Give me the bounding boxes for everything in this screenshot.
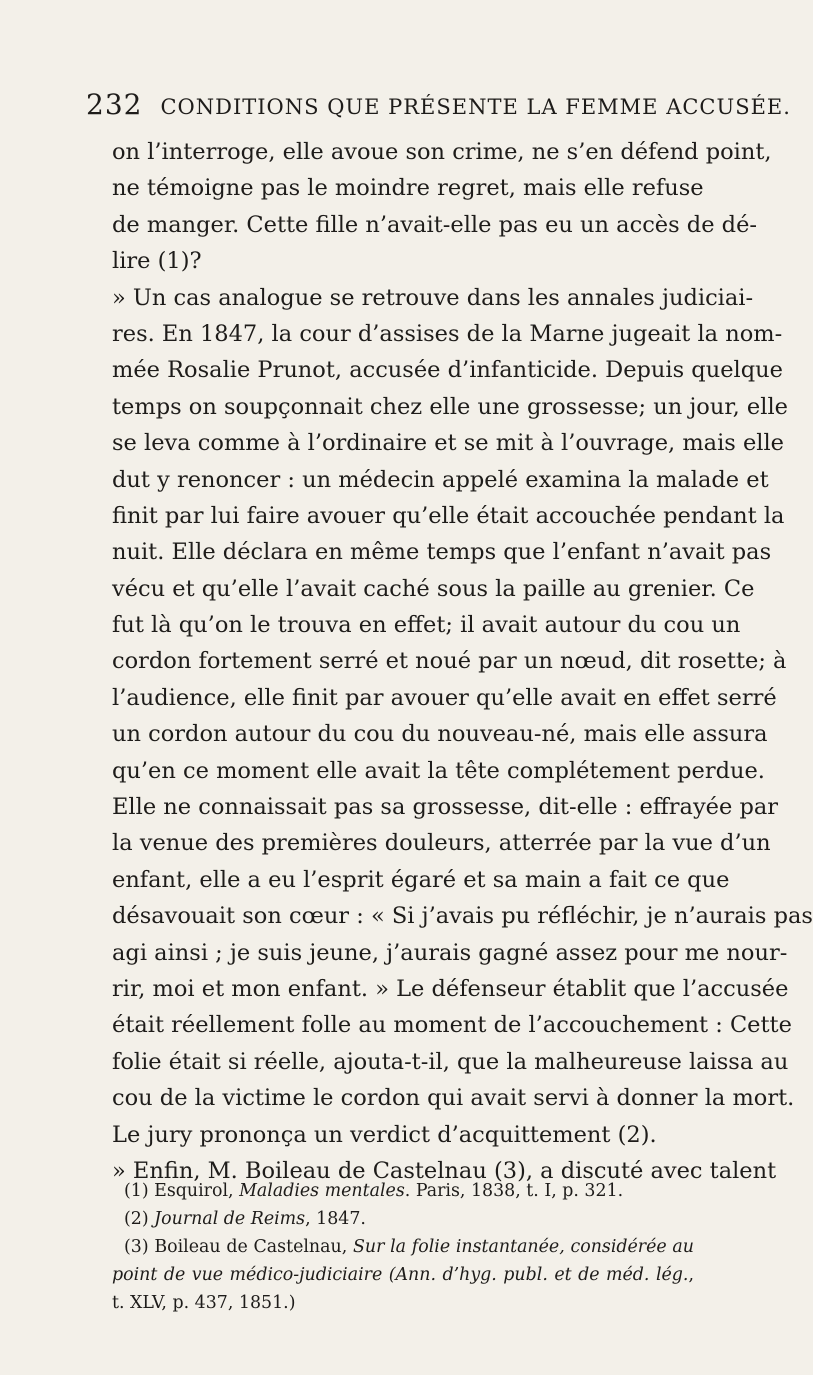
text-line: fut là qu’on le trouva en effet; il avait autour du cou un [112,612,741,639]
text-line: on l’interroge, elle avoue son crime, ne s’en défend point, [112,139,772,165]
body-text [112,134,813,1189]
text-line: cou de la victime le cordon qui avait servi à donner la mort. [112,1085,795,1112]
text-line: cordon fortement serré et noué par un nœud, dit rosette; à [112,648,787,675]
footnote-number: (2) [124,1209,149,1229]
footnote-title: Maladies mentales [239,1181,405,1201]
text-line: un cordon autour du cou du nouveau-né, mais elle assura [112,721,768,748]
text-line: Elle ne connaissait pas sa grossesse, dit-elle : effrayée par [112,794,779,821]
text-line: enfant, elle a eu l’esprit égaré et sa main a fait ce que [112,866,730,893]
footnote-number: (1) [124,1181,149,1201]
footnote-number: (3) [124,1237,149,1257]
text-line: agi ainsi ; je suis jeune, j’aurais gagné assez pour me nour- [112,939,788,966]
text-line: mée Rosalie Prunot, accusée d’infanticide. Depuis quelque [112,357,783,384]
text-line: se leva comme à l’ordinaire et se mit à l’ouvrage, mais elle [112,430,785,457]
text-line: ne témoigne pas le moindre regret, mais elle refuse [112,175,704,202]
text-line: la venue des premières douleurs, atterrée par la vue d’un [112,830,771,857]
text-line: folie était si réelle, ajouta-t-il, que la malheureuse laissa au [112,1048,789,1075]
text-line: qu’en ce moment elle avait la tête complétement perdue. [112,757,765,784]
text-line: » Enfin, M. Boileau de Castelnau (3), a discuté avec talent [112,1157,777,1184]
footnote: (1) Esquirol, Maladies mentales. Paris, 1838, t. I, p. 321. [124,1181,624,1201]
footnote: (3) Boileau de Castelnau, Sur la folie instantanée, considérée au point de vue médico-judiciaire (Ann. d’hyg. publ. et de méd. lég., t. XLV, p. 437, 1851.) [112,1237,694,1313]
text-line: était réellement folle au moment de l’accouchement : Cette [112,1012,792,1039]
text-line: nuit. Elle déclara en même temps que l’enfant n’avait pas [112,539,772,566]
text-line: lire (1)? [112,248,202,275]
text-line: res. En 1847, la cour d’assises de la Marne jugeait la nom- [112,320,783,347]
footnote: (2) Journal de Reims, 1847. [124,1209,366,1229]
text-line: l’audience, elle finit par avouer qu’elle avait en effet serré [112,684,777,711]
running-title: CONDITIONS QUE PRÉSENTE LA FEMME ACCUSÉE. [160,95,791,119]
text-line: » Un cas analogue se retrouve dans les annales judiciai- [112,284,754,311]
text-line: désavouait son cœur : « Si j’avais pu réfléchir, je n’aurais pas [112,903,813,930]
text-line: Le jury prononça un verdict d’acquittement (2). [112,1121,657,1148]
running-header [86,88,791,122]
text-line: rir, moi et mon enfant. » Le défenseur établit que l’accusée [112,975,789,1002]
text-line: temps on soupçonnait chez elle une grossesse; un jour, elle [112,393,788,420]
footnotes [112,1177,694,1317]
text-line: de manger. Cette fille n’avait-elle pas eu un accès de dé- [112,211,757,238]
text-line: finit par lui faire avouer qu’elle était accouchée pendant la [112,502,785,529]
footnote-title: Sur la folie instantanée, considérée au point de vue médico-judiciaire (Ann. d’hyg. publ. et de méd. lég. [112,1237,694,1285]
footnote-title: Journal de Reims [154,1209,306,1229]
text-line: dut y renoncer : un médecin appelé examina la malade et [112,466,769,493]
text-line: vécu et qu’elle l’avait caché sous la paille au grenier. Ce [112,575,755,602]
page-number: 232 [86,88,143,121]
